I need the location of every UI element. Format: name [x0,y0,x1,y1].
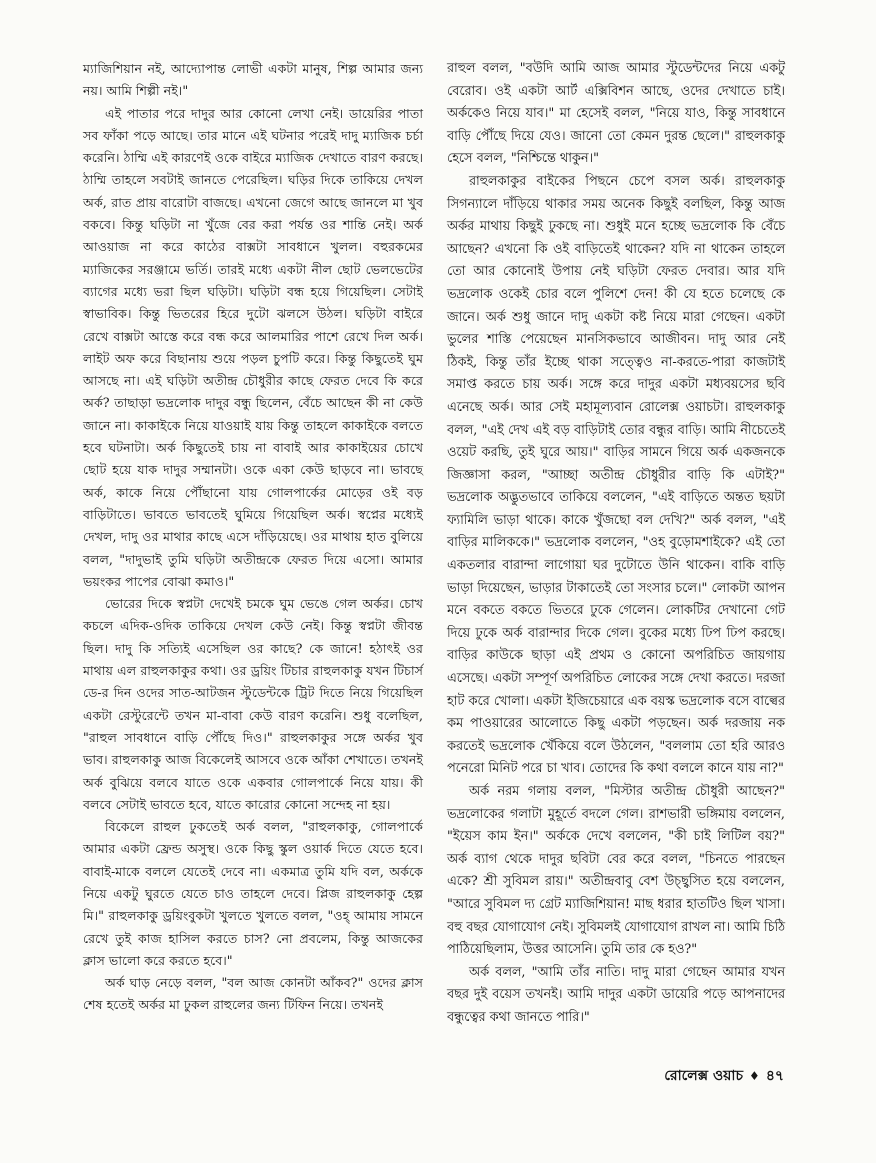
page-footer [664,1064,784,1088]
paragraph: বিকেলে রাহুল ঢুকতেই অর্ক বলল, "রাহুলকাকু, গোলপার্কে আমার একটা ফ্রেন্ড অসুস্থ। ওকে কিছু স্কুল ওয়ার্ক দিতে যেতে হবে। বাবাই-মাকে বললে যেতেই দেবে না। একমাত্র তুমি যদি বল, অর্ককে নিয়ে একটু ঘুরতে যেতে চাও তাহলে দেবে। প্লিজ রাহুলকাকু হেল্প মি।" রাহুলকাকু ড্রয়িংবুকটা খুলতে খুলতে বলল, "ওহ্‌ আমায় সামনে রেখে তুই কাজ হাসিল করতে চাস? নো প্রবলেম, কিন্তু আজকের ক্লাস ভালো করে করতে হবে।" [83,819,423,968]
diamond-icon: ♦ [749,1069,760,1083]
paragraph: এই পাতার পরে দাদুর আর কোনো লেখা নেই। ডায়েরির পাতা সব ফাঁকা পড়ে আছে। তার মানে এই ঘটনার পরেই দাদু ম্যাজিক চর্চা করেনি। ঠাম্মি এই কারণেই ওকে বাইরে ম্যাজিক দেখাতে বারণ করছে। ঠাম্মি তাহলে সবটাই জানতে পেরেছিল। ঘড়ির দিকে তাকিয়ে দেখল অর্ক, রাত প্রায় বারোটা বাজছে। এখনো জেগে আছে জানলে মা খুব বকবে। কিন্তু ঘড়িটা না খুঁজে বের করা পর্যন্ত ওর শান্তি নেই। অর্ক আওয়াজ না করে কাঠের বাক্সটা সাবধানে খুলল। বহুরকমের ম্যাজিকের সরঞ্জামে ভর্তি। তারই মধ্যে একটা নীল ছোট ভেলভেটের ব্যাগের মধ্যে ভরা ছিল ঘড়িটা। ঘড়িটা বন্ধ হয়ে গিয়েছিল। সেটাই স্বাভাবিক। কিন্তু ভিতরের হিরে দুটো ঝলসে উঠল। ঘড়িটা বাইরে রেখে বাক্সটা আস্তে করে বন্ধ করে আলমারির পাশে রেখে দিল অর্ক। লাইট অফ করে বিছানায় শুয়ে পড়ল চুপটি করে। কিন্তু কিছুতেই ঘুম আসছে না। এই ঘড়িটা অতীন্দ্র চৌধুরীর কাছে ফেরত দেবে কি করে অর্ক? তাছাড়া ভদ্রলোক দাদুর বন্ধু ছিলেন, বেঁচে আছেন কী না কেউ জানে না। কাকাইকে নিয়ে যাওয়াই যায় কিন্তু তাহলে কাকাইকে বলতে হবে ঘটনাটা। অর্ক কিছুতেই চায় না বাবাই আর কাকাইয়ের চোখে ছোট হয়ে যাক দাদুর সম্মানটা। ওকে একা কেউ ছাড়বে না। ভাবছে অর্ক, কাকে নিয়ে পৌঁছানো যায় গোলপার্কের মোড়ের ওই বড় বাড়িটাতে। ভাবতে ভাবতেই ঘুমিয়ে গিয়েছিল অর্ক। স্বপ্নের মধ্যেই দেখল, দাদু ওর মাথার কাছে এসে দাঁড়িয়েছে। ওর মাথায় হাত বুলিয়ে বলল, "দাদুভাই তুমি ঘড়িটা অতীন্দ্রকে ফেরত দিয়ে এসো। আমার ভয়ংকর পাপের বোঝা কমাও।" [83,105,423,589]
paragraph: অর্ক নরম গলায় বলল, "মিস্টার অতীন্দ্র চৌধুরী আছেন?" ভদ্রলোকের গলাটা মুহূর্তে বদলে গেল। রাশভারী ভঙ্গিমায় বললেন, "ইয়েস কাম ইন।" অর্ককে দেখে বললেন, "কী চাই লিটিল বয়?" অর্ক ব্যাগ থেকে দাদুর ছবিটা বের করে বলল, "চিনতে পারছেন একে? শ্রী সুবিমল রায়।" অতীন্দ্রবাবু বেশ উচ্ছ্বসিত হয়ে বললেন, "আরে সুবিমল দ্য গ্রেট ম্যাজিশিয়ান! মাছ ধরার হাতটিও ছিল খাসা। বহু বছর যোগাযোগ নেই। সুবিমলই যোগাযোগ রাখল না। আমি চিঠি পাঠিয়েছিলাম, উত্তর আসেনি। তুমি তার কে হও?" [447,784,785,958]
running-title: রোলেক্স ওয়াচ [664,1068,744,1084]
paragraph: অর্ক ঘাড় নেড়ে বলল, "বল আজ কোনটা আঁকব?" ওদের ক্লাস শেষ হতেই অর্কর মা ঢুকল রাহুলের জন্য টিফিন নিয়ে। তখনই [83,975,423,1013]
paragraph: রাহুলকাকুর বাইকের পিছনে চেপে বসল অর্ক। রাহুলকাকু সিগন্যালে দাঁড়িয়ে থাকার সময় অনেক কিছুই বলছিল, কিন্তু আজ অর্কর মাথায় কিছুই ঢুকছে না। শুধুই মনে হচ্ছে ভদ্রলোক কি বেঁচে আছেন? এখনো কি ওই বাড়িতেই থাকেন? যদি না থাকেন তাহলে তো আর কোনোই উপায় নেই ঘড়িটা ফেরত দেবার। আর যদি ভদ্রলোক ওকেই চোর বলে পুলিশে দেন! কী যে হতে চলেছে কে জানে। অর্ক শুধু জানে দাদু একটা কষ্ট নিয়ে মারা গেছেন। একটা ভুলের শাস্তি পেয়েছেন মানসিকভাবে আজীবন। দাদু আর নেই ঠিকই, কিন্তু তাঁর ইচ্ছে থাকা সত্ত্বেও না-করতে-পারা কাজটাই সমাপ্ত করতে চায় অর্ক। সঙ্গে করে দাদুর একটা মধ্যবয়সের ছবি এনেছে অর্ক। আর সেই মহামূল্যবান রোলেক্স ওয়াচটা। রাহুলকাকু বলল, "এই দেখ এই বড় বাড়িটাই তোর বন্ধুর বাড়ি। আমি নীচেতেই ওয়েট করছি, তুই ঘুরে আয়।" বাড়ির সামনে গিয়ে অর্ক একজনকে জিজ্ঞাসা করল, "আচ্ছা অতীন্দ্র চৌধুরীর বাড়ি কি এটাই?" ভদ্রলোক অদ্ভুতভাবে তাকিয়ে বললেন, "এই বাড়িতে অন্তত ছয়টা ফ্যামিলি ভাড়া থাকে। কাকে খুঁজছো বল দেখি?" অর্ক বলল, "এই বাড়ির মালিককে।" ভদ্রলোক বললেন, "ওহ বুড়োমশাইকে? এই তো একতলার বারান্দা লাগোয়া ঘর দুটোতে উনি থাকেন। বাকি বাড়ি ভাড়া দিয়েছেন, ভাড়ার টাকাতেই তো সংসার চলে।" লোকটা আপন মনে বকতে বকতে ভিতরে ঢুকে গেলেন। লোকটির দেখানো গেট দিয়ে ঢুকে অর্ক বারান্দার দিকে গেল। বুকের মধ্যে ঢিপ ঢিপ করছে। বাড়ির কাউকে ছাড়া এই প্রথম ও কোনো অপরিচিত জায়গায় এসেছে। একটা সম্পূর্ণ অপরিচিত লোকের সঙ্গে দেখা করতে। দরজা হাট করে খোলা। একটা ইজিচেয়ারে এক বয়স্ক ভদ্রলোক বসে বাল্বের কম পাওয়ারের আলোতে কিছু একটা পড়ছেন। অর্ক দরজায় নক করতেই ভদ্রলোক খেঁকিয়ে বলে উঠলেন, "বললাম তো হরি আরও পনেরো মিনিট পরে চা খাব। তোদের কি কথা বললে কানে যায় না?" [447,173,785,777]
page-number: ৪৭ [765,1068,784,1084]
paragraph: ভোরের দিকে স্বপ্নটা দেখেই চমকে ঘুম ভেঙে গেল অর্কর। চোখ কচলে এদিক-ওদিক তাকিয়ে দেখল কেউ নেই। কিন্তু স্বপ্নটা জীবন্ত ছিল। দাদু কি সত্যিই এসেছিল ওর কাছে? কে জানে! হঠাৎই ওর মাথায় এল রাহুলকাকুর কথা। ওর ড্রয়িং টিচার রাহুলকাকু যখন টিচার্স ডে-র দিন ওদের সাত-আটজন স্টুডেন্টকে ট্রিট দিতে নিয়ে গিয়েছিল একটা রেস্টুরেন্টে তখন মা-বাবা কেউ বারণ করেনি। শুধু বলেছিল, "রাহুল সাবধানে বাড়ি পৌঁছে দিও।" রাহুলকাকুর সঙ্গে অর্কর খুব ভাব। রাহুলকাকু আজ বিকেলেই আসবে ওকে আঁকা শেখাতে। তখনই অর্ক বুঝিয়ে বলবে যাতে ওকে একবার গোলপার্কে নিয়ে যায়। কী বলবে সেটাই ভাবতে হবে, যাতে কারোর কোনো সন্দেহ না হয়। [83,596,423,812]
paragraph: ম্যাজিশিয়ান নই, আদ্যোপান্ত লোভী একটা মানুষ, শিল্প আমার জন্য নয়। আমি শিল্পী নই।" [83,61,423,99]
right-column [447,58,785,1030]
paragraph: অর্ক বলল, "আমি তাঁর নাতি। দাদু মারা গেছেন আমার যখন বছর দুই বয়েস তখনই। আমি দাদুর একটা ডায়েরি পড়ে আপনাদের বন্ধুত্বের কথা জানতে পারি।" [447,964,785,1025]
paragraph: রাহুল বলল, "বউদি আমি আজ আমার স্টুডেন্টদের নিয়ে একটু বেরোব। ওই একটা আর্ট এক্সিবিশন আছে, ওদের দেখাতে চাই। অর্ককেও নিয়ে যাব।" মা হেসেই বলল, "নিয়ে যাও, কিন্তু সাবধানে বাড়ি পৌঁছে দিয়ে যেও। জানো তো কেমন দুরন্ত ছেলে।" রাহুলকাকু হেসে বলল, "নিশ্চিন্তে থাকুন।" [447,61,785,167]
left-column [83,58,423,1017]
